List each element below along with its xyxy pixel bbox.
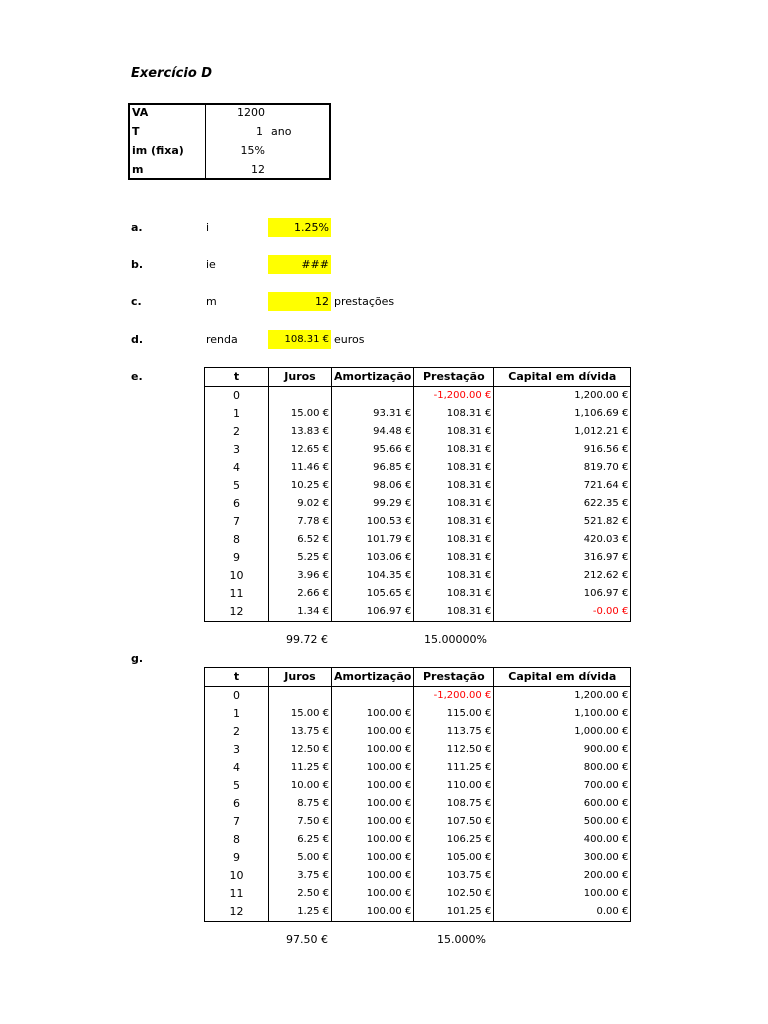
table-cell[interactable]: 108.31 € [414, 495, 494, 513]
param-row-m [130, 163, 329, 182]
table-cell[interactable]: 2.66 € [269, 585, 332, 603]
table-row [205, 723, 631, 741]
section-g [0, 652, 200, 668]
table-cell[interactable]: 100.00 € [332, 741, 414, 759]
table-cell[interactable]: 100.00 € [332, 723, 414, 741]
table-cell[interactable]: 5.00 € [269, 849, 332, 867]
table-cell[interactable]: 103.75 € [414, 867, 494, 885]
table-cell[interactable]: 108.31 € [414, 423, 494, 441]
table-cell[interactable]: -1,200.00 € [414, 687, 494, 706]
header-juros: Juros [269, 368, 332, 387]
table-row [205, 531, 631, 549]
header-t: t [205, 668, 269, 687]
question-letter: d. [131, 333, 144, 346]
table-cell[interactable]: 99.29 € [332, 495, 414, 513]
table-cell[interactable]: 1,012.21 € [494, 423, 631, 441]
table-cell[interactable]: 12.65 € [269, 441, 332, 459]
table-cell[interactable]: 104.35 € [332, 567, 414, 585]
header-capital: Capital em dívida [494, 368, 631, 387]
table-cell[interactable]: 6.25 € [269, 831, 332, 849]
table-cell[interactable]: 100.00 € [332, 813, 414, 831]
table-cell[interactable]: 108.31 € [414, 513, 494, 531]
table-cell[interactable]: 100.00 € [332, 705, 414, 723]
table-cell[interactable]: 1 [205, 705, 269, 723]
table-cell[interactable]: 102.50 € [414, 885, 494, 903]
table-cell[interactable]: 108.31 € [414, 549, 494, 567]
table-cell[interactable]: 105.65 € [332, 585, 414, 603]
table-cell[interactable]: 6.52 € [269, 531, 332, 549]
table-cell[interactable]: 101.79 € [332, 531, 414, 549]
table-row [205, 585, 631, 603]
table-cell[interactable]: 1.25 € [269, 903, 332, 922]
table-cell[interactable]: 103.06 € [332, 549, 414, 567]
table-cell[interactable]: 108.31 € [414, 603, 494, 622]
question-name: i [206, 221, 210, 234]
param-value: 15% [240, 144, 265, 157]
table-cell[interactable] [269, 687, 332, 706]
table-cell[interactable]: 96.85 € [332, 459, 414, 477]
table-cell[interactable]: 100.00 € [332, 795, 414, 813]
param-label: m [132, 163, 144, 176]
table-cell[interactable]: 1,106.69 € [494, 405, 631, 423]
question-name: ie [206, 258, 216, 271]
total-rate-g: 15.000% [437, 933, 486, 946]
table-cell[interactable]: 10 [205, 867, 269, 885]
table-cell[interactable]: 108.31 € [414, 441, 494, 459]
table-cell[interactable]: 12.50 € [269, 741, 332, 759]
table-cell[interactable]: 8.75 € [269, 795, 332, 813]
table-row [205, 813, 631, 831]
table-cell[interactable]: 9.02 € [269, 495, 332, 513]
table-cell[interactable]: 108.31 € [414, 531, 494, 549]
table-cell[interactable]: 106.25 € [414, 831, 494, 849]
table-cell[interactable]: 100.00 € [332, 867, 414, 885]
table-cell[interactable]: 800.00 € [494, 759, 631, 777]
table-cell[interactable]: 316.97 € [494, 549, 631, 567]
question-letter: c. [131, 295, 142, 308]
table-cell[interactable]: 12 [205, 903, 269, 922]
table-row [205, 777, 631, 795]
table-cell[interactable]: 420.03 € [494, 531, 631, 549]
table-cell[interactable]: 3 [205, 441, 269, 459]
table-cell[interactable]: 700.00 € [494, 777, 631, 795]
table-cell[interactable]: 300.00 € [494, 849, 631, 867]
table-row [205, 405, 631, 423]
table-row [205, 705, 631, 723]
table-cell[interactable]: 4 [205, 459, 269, 477]
answer-cell[interactable]: 1.25% [268, 218, 331, 237]
table-cell[interactable]: 1,000.00 € [494, 723, 631, 741]
table-row [205, 387, 631, 406]
table-cell[interactable]: 1.34 € [269, 603, 332, 622]
table-row [205, 513, 631, 531]
table-row [205, 759, 631, 777]
table-row [205, 741, 631, 759]
param-value: 12 [251, 163, 265, 176]
table-cell[interactable]: 6 [205, 495, 269, 513]
table-cell[interactable]: 916.56 € [494, 441, 631, 459]
table-cell[interactable]: 10 [205, 567, 269, 585]
table-cell[interactable]: 5 [205, 477, 269, 495]
table-cell[interactable]: 5.25 € [269, 549, 332, 567]
table-row [205, 423, 631, 441]
header-capital: Capital em dívida [494, 668, 631, 687]
table-cell[interactable]: 113.75 € [414, 723, 494, 741]
table-row [205, 849, 631, 867]
table-cell[interactable]: 10.25 € [269, 477, 332, 495]
table-row [205, 903, 631, 922]
table-row [205, 687, 631, 706]
amortization-table-e [204, 367, 631, 622]
section-letter: g. [131, 652, 144, 665]
table-cell[interactable]: 1,100.00 € [494, 705, 631, 723]
header-amortizacao: Amortização [332, 668, 414, 687]
param-value: 1200 [237, 106, 265, 119]
table-header-row [205, 368, 631, 387]
table-cell[interactable]: 0 [205, 387, 269, 406]
table-cell[interactable]: 100.00 € [332, 759, 414, 777]
table-cell[interactable]: 8 [205, 531, 269, 549]
answer-cell[interactable]: ### [268, 255, 331, 274]
table-cell[interactable]: 500.00 € [494, 813, 631, 831]
table-row [205, 831, 631, 849]
table-cell[interactable]: 13.75 € [269, 723, 332, 741]
question-name: renda [206, 333, 238, 346]
table-cell[interactable]: 10.00 € [269, 777, 332, 795]
table-cell[interactable]: -0.00 € [494, 603, 631, 622]
table-cell[interactable]: 13.83 € [269, 423, 332, 441]
table-cell[interactable]: 212.62 € [494, 567, 631, 585]
table-cell[interactable]: 7 [205, 813, 269, 831]
table-cell[interactable]: 108.31 € [414, 567, 494, 585]
table-cell[interactable]: 100.00 € [332, 903, 414, 922]
param-unit: ano [271, 125, 292, 138]
table-cell[interactable]: 4 [205, 759, 269, 777]
question-name: m [206, 295, 217, 308]
table-cell[interactable]: 108.31 € [414, 585, 494, 603]
table-cell[interactable]: 8 [205, 831, 269, 849]
answer-cell[interactable]: 12 [268, 292, 331, 311]
table-cell[interactable] [269, 387, 332, 406]
table-cell[interactable]: 7 [205, 513, 269, 531]
table-cell[interactable]: 200.00 € [494, 867, 631, 885]
param-row-t [130, 125, 329, 144]
table-cell[interactable]: 110.00 € [414, 777, 494, 795]
table-cell[interactable]: 111.25 € [414, 759, 494, 777]
table-cell[interactable]: 106.97 € [494, 585, 631, 603]
param-row-im [130, 144, 329, 163]
table-cell[interactable]: 6 [205, 795, 269, 813]
table-cell[interactable]: 721.64 € [494, 477, 631, 495]
table-cell[interactable]: 1 [205, 405, 269, 423]
param-label: T [132, 125, 140, 138]
param-label: VA [132, 106, 149, 119]
param-value: 1 [256, 125, 263, 138]
table-cell[interactable]: 100.00 € [332, 885, 414, 903]
header-t: t [205, 368, 269, 387]
table-cell[interactable]: 100.00 € [332, 831, 414, 849]
table-cell[interactable]: 11.25 € [269, 759, 332, 777]
table-cell[interactable]: 108.31 € [414, 459, 494, 477]
table-cell[interactable]: 0.00 € [494, 903, 631, 922]
table-cell[interactable]: 900.00 € [494, 741, 631, 759]
header-prestacao: Prestação [414, 368, 494, 387]
table-cell[interactable]: 100.00 € [494, 885, 631, 903]
table-cell[interactable]: 101.25 € [414, 903, 494, 922]
table-cell[interactable]: 106.97 € [332, 603, 414, 622]
table-cell[interactable]: 3 [205, 741, 269, 759]
table-cell[interactable]: -1,200.00 € [414, 387, 494, 406]
question-a [0, 218, 768, 238]
table-cell[interactable]: 15.00 € [269, 405, 332, 423]
table-cell[interactable]: 11 [205, 885, 269, 903]
section-letter: e. [131, 370, 143, 383]
table-row [205, 867, 631, 885]
table-cell[interactable]: 100.00 € [332, 777, 414, 795]
table-header-row [205, 668, 631, 687]
table-cell[interactable]: 819.70 € [494, 459, 631, 477]
table-row [205, 885, 631, 903]
table-cell[interactable]: 105.00 € [414, 849, 494, 867]
total-juros-g: 97.50 € [286, 933, 328, 946]
question-c [0, 292, 768, 312]
table-row [205, 441, 631, 459]
table-cell[interactable]: 108.31 € [414, 477, 494, 495]
table-row [205, 603, 631, 622]
table-cell[interactable]: 93.31 € [332, 405, 414, 423]
table-cell[interactable]: 95.66 € [332, 441, 414, 459]
table-cell[interactable]: 94.48 € [332, 423, 414, 441]
table-cell[interactable]: 112.50 € [414, 741, 494, 759]
table-cell[interactable]: 100.00 € [332, 849, 414, 867]
table-cell[interactable] [332, 687, 414, 706]
header-amortizacao: Amortização [332, 368, 414, 387]
table-cell[interactable]: 1,200.00 € [494, 387, 631, 406]
header-prestacao: Prestação [414, 668, 494, 687]
table-row [205, 459, 631, 477]
table-cell[interactable]: 0 [205, 687, 269, 706]
total-juros-e: 99.72 € [286, 633, 328, 646]
table-cell[interactable]: 98.06 € [332, 477, 414, 495]
answer-cell[interactable]: 108.31 € [268, 330, 331, 349]
table-cell[interactable]: 9 [205, 849, 269, 867]
table-cell[interactable]: 3.75 € [269, 867, 332, 885]
page-title: Exercício D [131, 66, 213, 81]
table-cell[interactable]: 622.35 € [494, 495, 631, 513]
table-row [205, 549, 631, 567]
table-cell[interactable]: 2 [205, 423, 269, 441]
table-cell[interactable]: 108.31 € [414, 405, 494, 423]
table-row [205, 795, 631, 813]
parameters-box [128, 103, 331, 180]
table-cell[interactable]: 107.50 € [414, 813, 494, 831]
answer-unit: euros [334, 333, 365, 346]
table-row [205, 477, 631, 495]
table-cell[interactable]: 3.96 € [269, 567, 332, 585]
table-cell[interactable]: 11.46 € [269, 459, 332, 477]
table-cell[interactable]: 108.75 € [414, 795, 494, 813]
answer-unit: prestações [334, 295, 395, 308]
table-cell[interactable]: 521.82 € [494, 513, 631, 531]
table-cell[interactable]: 11 [205, 585, 269, 603]
table-row [205, 567, 631, 585]
table-cell[interactable]: 2.50 € [269, 885, 332, 903]
table-cell[interactable]: 7.50 € [269, 813, 332, 831]
table-cell[interactable] [332, 387, 414, 406]
question-d [0, 330, 768, 350]
table-cell[interactable]: 9 [205, 549, 269, 567]
table-cell[interactable]: 5 [205, 777, 269, 795]
table-cell[interactable]: 15.00 € [269, 705, 332, 723]
table-cell[interactable]: 600.00 € [494, 795, 631, 813]
table-row [205, 495, 631, 513]
param-label: im (fixa) [132, 144, 184, 157]
table-cell[interactable]: 100.53 € [332, 513, 414, 531]
total-rate-e: 15.00000% [424, 633, 487, 646]
section-e [0, 370, 200, 386]
header-juros: Juros [269, 668, 332, 687]
amortization-table-g [204, 667, 631, 922]
table-cell[interactable]: 2 [205, 723, 269, 741]
question-letter: a. [131, 221, 143, 234]
table-cell[interactable]: 1,200.00 € [494, 687, 631, 706]
param-row-va [130, 106, 329, 125]
table-cell[interactable]: 7.78 € [269, 513, 332, 531]
question-b [0, 255, 768, 275]
table-cell[interactable]: 115.00 € [414, 705, 494, 723]
question-letter: b. [131, 258, 144, 271]
table-cell[interactable]: 400.00 € [494, 831, 631, 849]
table-cell[interactable]: 12 [205, 603, 269, 622]
